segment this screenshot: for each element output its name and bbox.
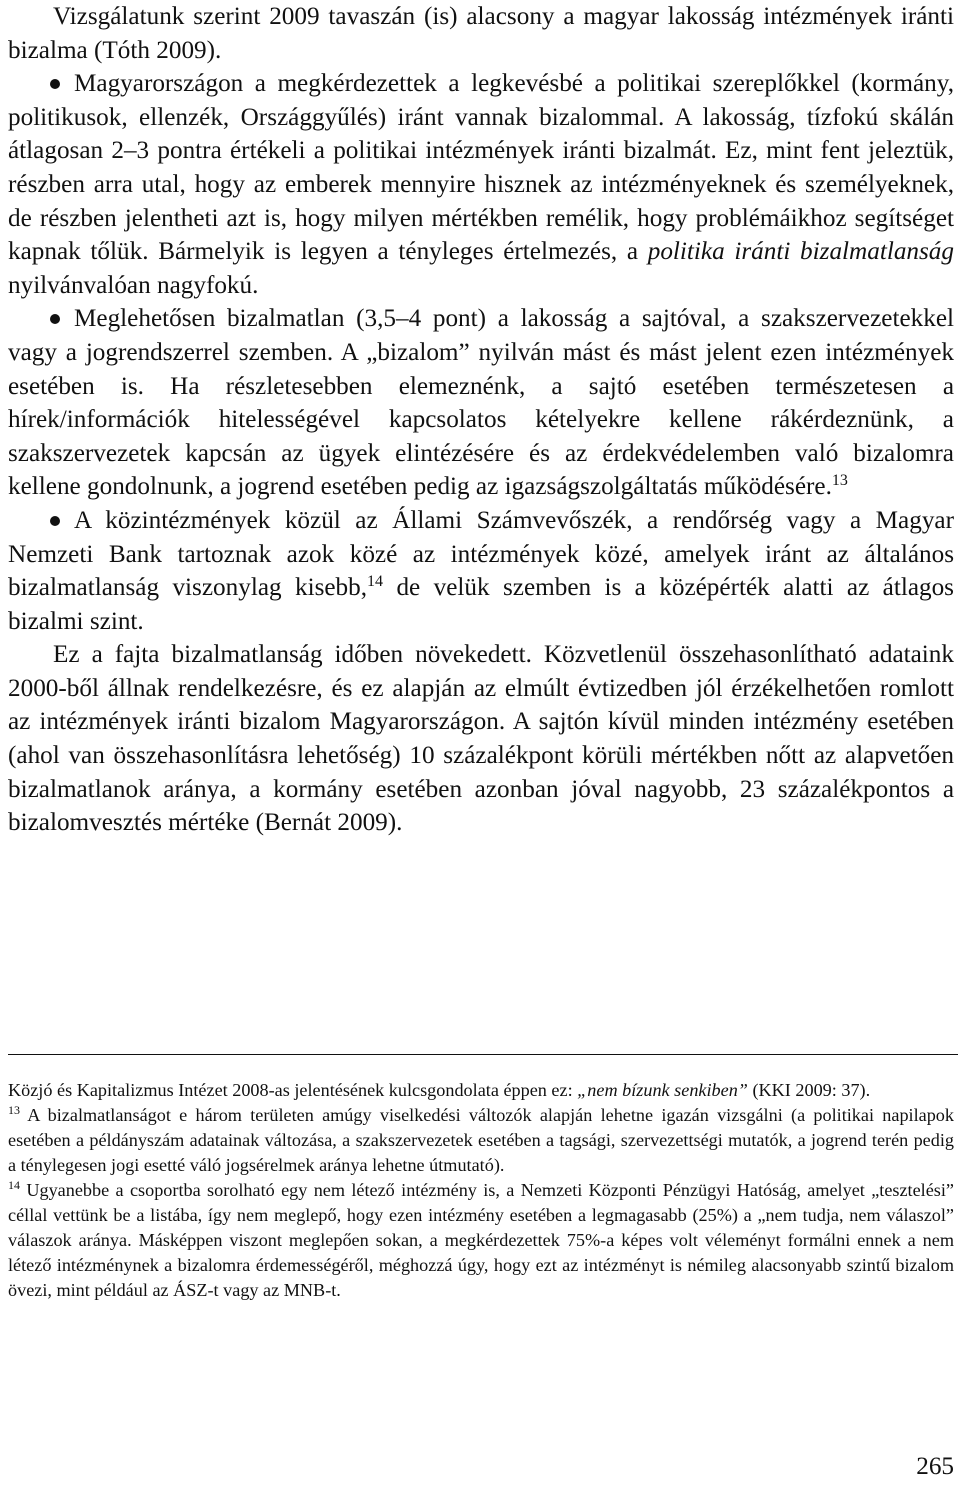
page-number: 265 bbox=[916, 1453, 954, 1480]
bullet-political-trust bbox=[8, 67, 954, 302]
bullet-press-unions-text: Meglehetősen bizalmatlan (3,5–4 pont) a lakosság a sajtóval, a szakszervezetekkel vagy a jogrendszerrel szemben. A „bizalom” nyilván mást és mást jelent ezen intézmények esetében is. Ha részletesebben elemeznénk, a sajtó esetében természetesen a hírek/információk hitelességével kapcsolatos kételyekre kellene rákérdeznünk, a szakszervezetek kapcsán az ügyek elintézésére és az érdekvédelemben való bizalomra kellene gondolnunk, a jogrend esetében pedig az igazságszolgáltatás működésére. bbox=[8, 305, 954, 501]
bullet-public-institutions-text: A közintézmények közül az Állami Számvevőszék, a rendőrség vagy a Magyar Nemzeti Bank tartoznak azok közé az intézmények közé, amelyek iránt az általános bizalmatlanság viszonylag kisebb, bbox=[8, 506, 954, 602]
footnote-14-number: 14 bbox=[8, 1178, 20, 1192]
footnote-12-tail: (KKI 2009: 37). bbox=[747, 1080, 871, 1100]
footnote-12 bbox=[8, 1078, 954, 1103]
footnote-ref-13[interactable]: 13 bbox=[831, 472, 848, 490]
footnote-13-text: A bizalmatlanságot e három területen amúgy viselkedési változók alapján lehetne igazán vizsgálni (a politikai napilapok esetében a példányszám adatainak változása, a szakszervezetek esetében a tagsági, szervezettségi mutatók, a jogrend terén pedig a ténylegesen jogi esetté váló jogsérelmek aránya lehetne útmutató). bbox=[8, 1105, 954, 1175]
footnote-12-text: Közjó és Kapitalizmus Intézet 2008-as jelentésének kulcsgondolata éppen ez: bbox=[8, 1080, 578, 1100]
bullet-icon bbox=[50, 314, 60, 324]
footnote-13-number: 13 bbox=[8, 1103, 20, 1117]
footnote-14 bbox=[8, 1178, 954, 1303]
footnote-13 bbox=[8, 1103, 954, 1178]
emphasis-politics-distrust: politika iránti bizalmatlanság bbox=[647, 238, 954, 266]
footnotes bbox=[8, 1078, 954, 1303]
bullet-icon bbox=[50, 79, 60, 89]
footnote-separator bbox=[8, 1054, 958, 1055]
bullet-icon bbox=[50, 516, 60, 526]
paragraph-intro: Vizsgálatunk szerint 2009 tavaszán (is) alacsony a magyar lakosság intézmények iránti bizalma (Tóth 2009). bbox=[8, 3, 954, 64]
bullet-public-institutions-tail: de velük szemben is a középérték alatti az átlagos bizalmi szint. bbox=[8, 574, 954, 635]
footnote-ref-14[interactable]: 14 bbox=[367, 573, 384, 591]
paragraph-trend: Ez a fajta bizalmatlanság időben növekedett. Közvetlenül összehasonlítható adataink 2000-ből állnak rendelkezésre, és ez alapján az elmúlt évtizedben jól érzékelhetően romlott az intézmények iránti bizalom Magyarországon. A sajtón kívül minden intézmény esetében (ahol van összehasonlításra lehetőség) 10 százalékpont körüli mértékben nőtt az alapvetően bizalmatlanok aránya, a kormány esetében azonban jóval nagyobb, 23 százalékpontos a bizalomvesztés mértéke (Bernát 2009). bbox=[8, 641, 954, 837]
bullet-political-trust-tail: nyilvánvalóan nagyfokú. bbox=[8, 271, 259, 299]
footnote-14-text: Ugyanebbe a csoportba sorolható egy nem létező intézmény is, a Nemzeti Központi Pénzügyi Hatóság, amelyet „tesztelési” céllal vettünk be a listába, így nem meglepő, hogy ezen intézmény esetében a legmagasabb (25%) a „nem tudja, nem válaszol” válaszok aránya. Másképpen viszont meglepően sokan, a megkérdezettek 75%-a képes volt véleményt formálni ennek a nem létező intézménynek a bizalomra érdemességéről, méghozzá úgy, hogy ezt az intézményt is némileg alacsonyabb szintű bizalom övezi, mint például az ÁSZ-t vagy az MNB-t. bbox=[8, 1180, 954, 1300]
main-text bbox=[8, 0, 954, 840]
bullet-public-institutions bbox=[8, 504, 954, 638]
footnote-12-quote: „nem bízunk senkiben” bbox=[577, 1080, 748, 1100]
bullet-political-trust-text: Magyarországon a megkérdezettek a legkevésbé a politikai szereplőkkel (kormány, politikusok, ellenzék, Országgyűlés) iránt vannak bizalommal. A lakosság, tízfokú skálán átlagosan 2–3 pontra értékeli a politikai intézmények iránti bizalmát. Ez, mint fent jeleztük, részben arra utal, hogy az emberek mennyire hisznek az intézményeknek és személyeknek, de részben jelentheti azt is, hogy milyen mértékben remélik, hogy problémáikhoz segítséget kapnak tőlük. Bármelyik is legyen a tényleges értelmezés, a bbox=[8, 70, 954, 266]
bullet-press-unions bbox=[8, 302, 954, 504]
